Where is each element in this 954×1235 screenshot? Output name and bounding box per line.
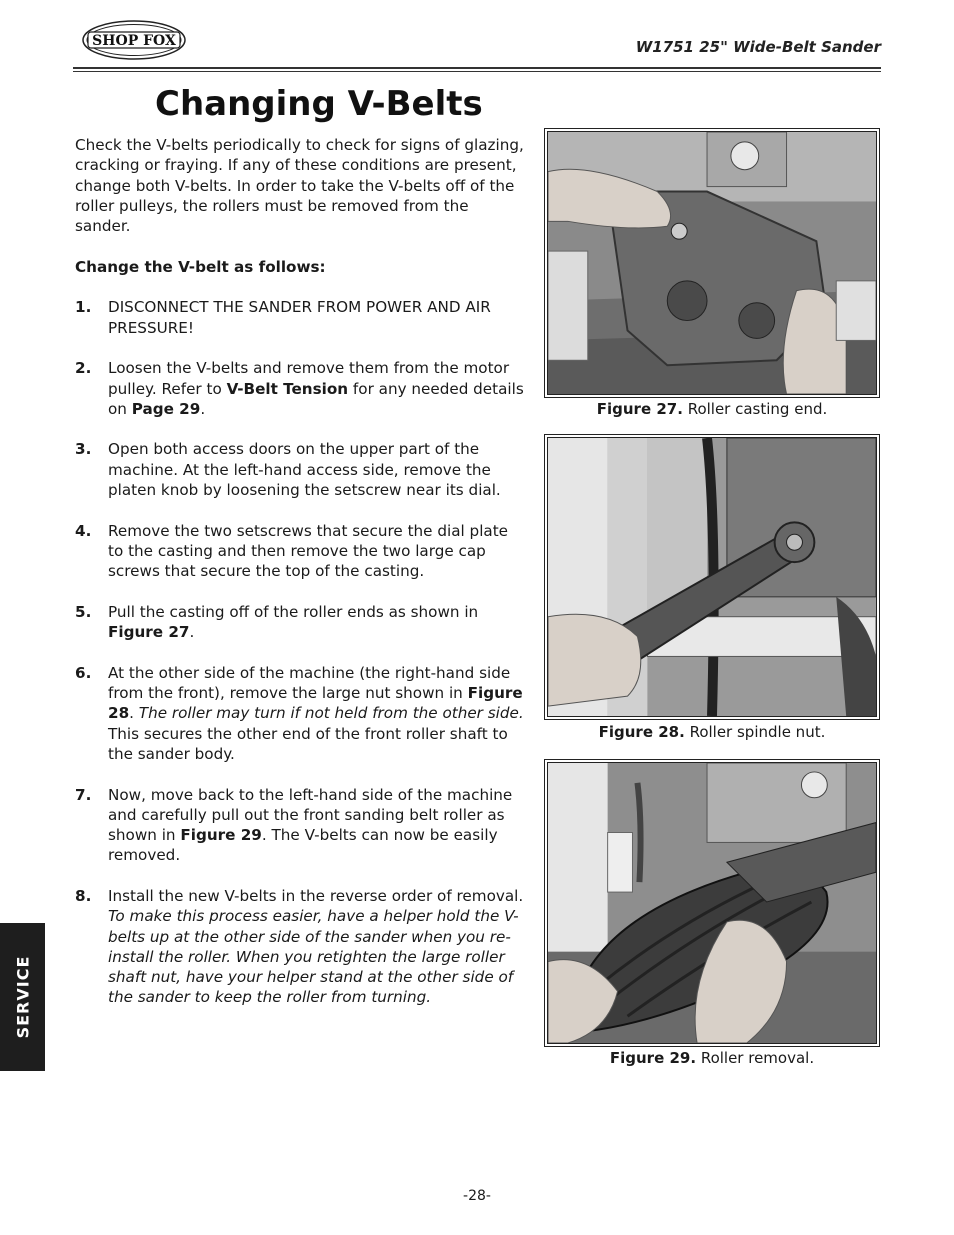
figure-29-photo — [544, 759, 880, 1047]
step-number: 2. — [75, 359, 92, 378]
step-7 — [75, 785, 525, 866]
figure-29-caption: Figure 29. Roller removal. — [609, 1049, 815, 1067]
step-3 — [75, 439, 525, 500]
figure-28-photo — [544, 434, 880, 720]
step-2 — [75, 358, 525, 419]
step-6 — [75, 663, 525, 764]
figure-27-caption: Figure 27. Roller casting end. — [596, 400, 828, 418]
section-tab — [0, 923, 45, 1071]
step-text: Pull the casting off of the roller ends as shown in Figure 27. — [108, 602, 479, 642]
instructions-column — [75, 135, 525, 1028]
step-5 — [75, 602, 525, 643]
figure-28-caption: Figure 28. Roller spindle nut. — [598, 723, 826, 741]
step-number: 8. — [75, 886, 92, 905]
page-number: -28- — [463, 1188, 491, 1204]
figure-27-photo — [544, 128, 880, 398]
step-text: Remove the two setscrews that secure the dial plate to the casting and then remove the two large cap screws that secure the top of the casting. — [108, 521, 509, 581]
step-number: 4. — [75, 521, 92, 540]
section-tab-label: SERVICE — [13, 955, 32, 1039]
step-note: To make this process easier, have a helper hold the V-belts up at the other side of the sander when you re-install the roller. When you retighten the large roller shaft nut, have your helper stand at the other side of the sander to keep the roller from turning. — [108, 907, 519, 1007]
shop-fox-logo — [82, 20, 186, 60]
figure-27-ref: Figure 27 — [108, 623, 190, 642]
page-29-ref: Page 29 — [131, 399, 201, 418]
header-rule-thin — [73, 71, 881, 72]
step-text: At the other side of the machine (the right-hand side from the front), remove the large nut shown in Figure 28. The roller may turn if not held from the other side. This secures the other end of the front roller shaft to the sander body. — [108, 663, 524, 763]
intro-paragraph: Check the V-belts periodically to check for signs of glazing, cracking or fraying. If any of these conditions are present, change both V-belts. In order to take the V-belts off of the roller pulleys, the rollers must be removed from the sander. — [75, 136, 524, 236]
step-text: Now, move back to the left-hand side of the machine and carefully pull out the front sanding belt roller as shown in Figure 29. The V-belts can now be easily removed. — [108, 785, 513, 865]
step-number: 6. — [75, 663, 92, 682]
step-text: Install the new V-belts in the reverse order of removal. To make this process easier, have a helper hold the V-belts up at the other side of the sander when you re-install the roller. When you retighten the large roller shaft nut, have your helper stand at the other side of the sander to keep the roller from turning. — [108, 886, 524, 1007]
v-belt-tension-ref: V-Belt Tension — [226, 379, 349, 398]
logo-text: SHOP FOX — [92, 33, 176, 49]
step-text: Loosen the V-belts and remove them from the motor pulley. Refer to V-Belt Tension for any needed details on Page 29. — [108, 359, 524, 418]
step-number: 5. — [75, 602, 92, 621]
step-number: 1. — [75, 298, 92, 317]
header-rule — [73, 67, 881, 69]
figure-28-ref: Figure 28 — [108, 684, 523, 723]
step-text: Open both access doors on the upper part of the machine. At the left-hand access side, remove the platen knob by loosening the setscrew near its dial. — [108, 440, 501, 500]
step-note: The roller may turn if not held from the other side. — [138, 704, 524, 723]
page-title: Changing V-Belts — [155, 84, 483, 124]
step-8 — [75, 886, 525, 1008]
step-number: 7. — [75, 785, 92, 804]
step-4 — [75, 521, 525, 582]
document-header-title: W1751 25" Wide-Belt Sander — [635, 38, 881, 56]
steps-heading: Change the V-belt as follows: — [75, 257, 326, 276]
step-number: 3. — [75, 440, 92, 459]
step-1 — [75, 297, 525, 338]
figure-29-ref: Figure 29 — [180, 826, 262, 845]
step-text: DISCONNECT THE SANDER FROM POWER AND AIR PRESSURE! — [108, 298, 491, 337]
